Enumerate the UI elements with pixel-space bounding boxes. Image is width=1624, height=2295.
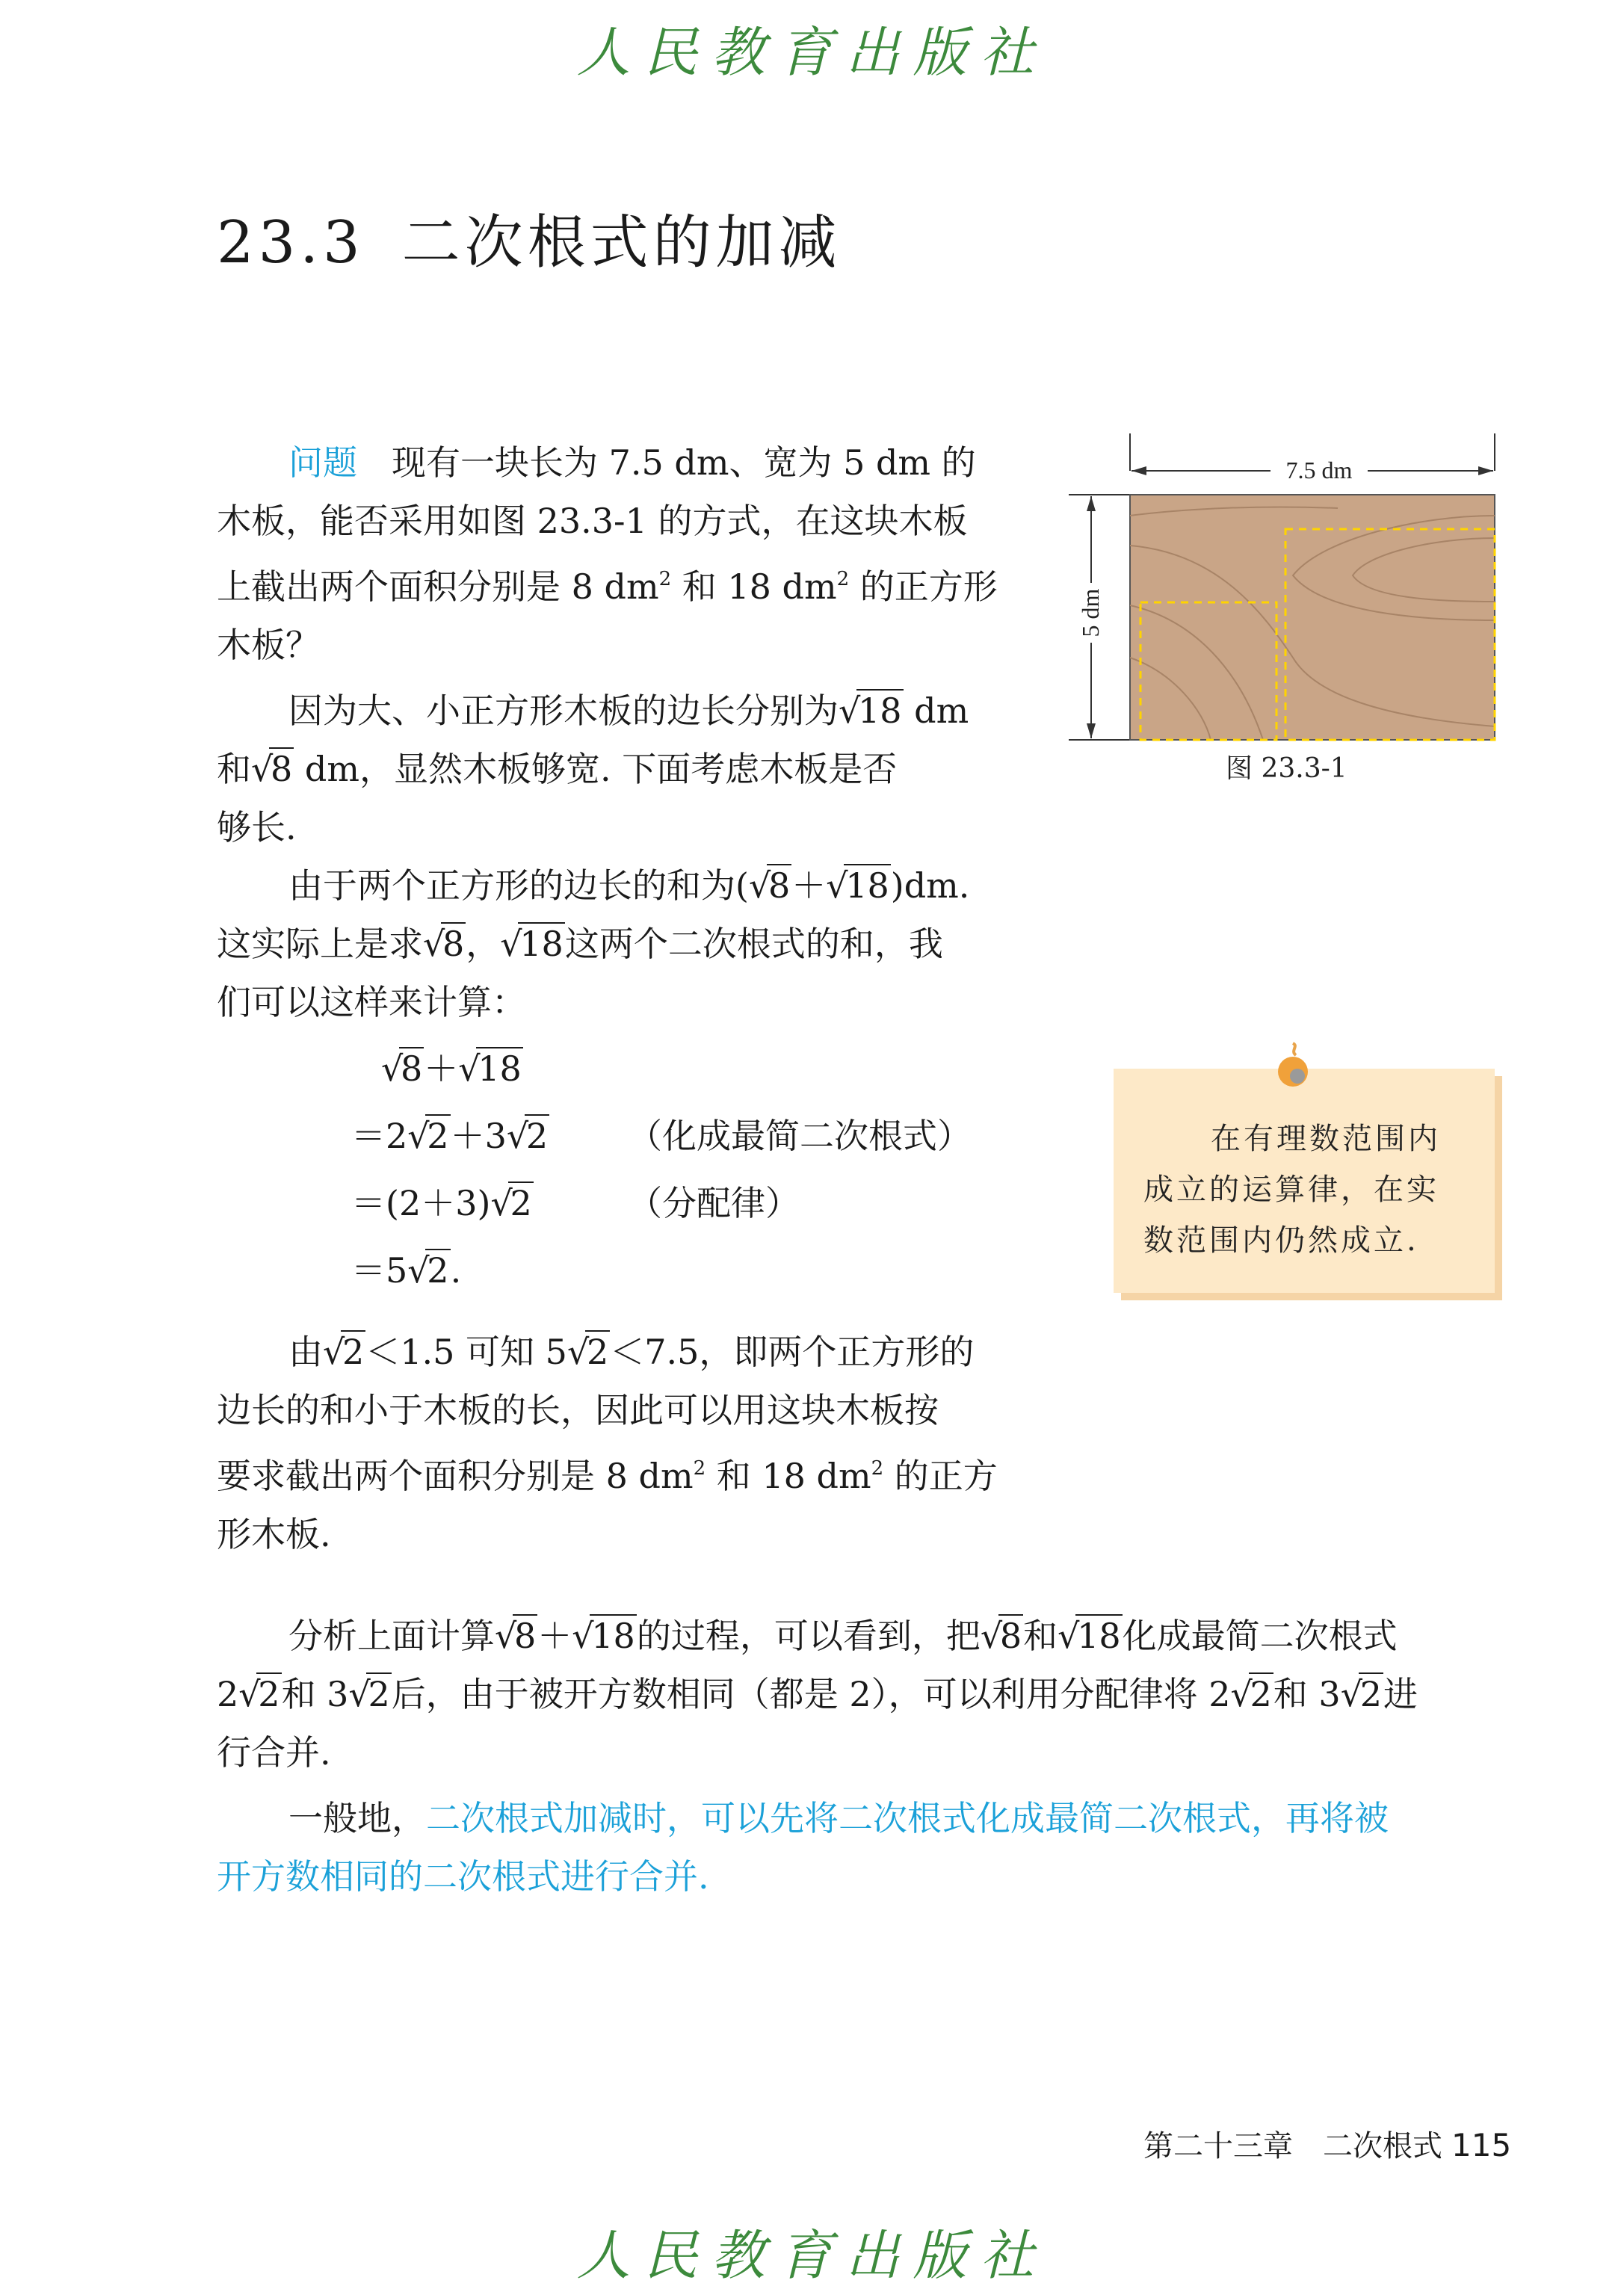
arrow-up-icon (1087, 496, 1096, 511)
sqrt-2: √ 2 (567, 1323, 610, 1381)
explain1-text-c: 和 (217, 749, 251, 789)
conclusion-text-b: ＜1.5 可知 5 (365, 1332, 567, 1372)
sqrt-2: √ 2 (1341, 1665, 1383, 1723)
conclusion-line-1 (217, 1323, 1054, 1381)
calc-row-2 (351, 1102, 1024, 1170)
conclusion-text-c: ＜7.5，即两个正方形的 (610, 1332, 975, 1372)
problem-line-3 (217, 550, 1054, 616)
analysis-text-e: 2 (217, 1674, 239, 1714)
analysis-text-f: 和 3 (281, 1674, 349, 1714)
page-number: 115 (1451, 2127, 1512, 2163)
analysis-line-1 (217, 1607, 1502, 1665)
note-line-3: 数范围内仍然成立. (1143, 1223, 1419, 1258)
problem-text-3c: 的正方形 (849, 566, 998, 607)
arrow-left-icon (1131, 466, 1146, 475)
sqrt-18: √ 18 (839, 682, 904, 740)
calc-text: ＋3 (450, 1116, 507, 1156)
sqrt-18: √ 18 (572, 1607, 637, 1665)
calc-text: ＝(2＋3) (351, 1183, 491, 1223)
calc-note-simplify: （化成最简二次根式） (628, 1116, 972, 1156)
note-card (1114, 1069, 1495, 1293)
problem-block (217, 433, 1054, 1031)
period: . (450, 1250, 462, 1291)
analysis-line-2 (217, 1665, 1502, 1723)
sqrt-18: √ 18 (500, 915, 565, 973)
rule-line-1 (217, 1789, 1502, 1847)
analysis-block (217, 1607, 1502, 1906)
analysis-line-3: 行合并. (217, 1732, 331, 1773)
sqrt-18: √ 18 (826, 856, 891, 915)
explain2-text-a: 由于两个正方形的边长的和为( (288, 865, 749, 906)
figure-caption: 图 23.3-1 (1226, 753, 1347, 784)
conclusion-block (217, 1323, 1054, 1563)
conclusion-line-3 (217, 1439, 1054, 1505)
problem-text-3a: 上截出两个面积分别是 8 dm (217, 566, 659, 607)
sqrt-2: √ 2 (490, 1170, 533, 1237)
sqrt-2: √ 2 (323, 1323, 365, 1381)
sqrt-2: √ 2 (348, 1665, 391, 1723)
sqrt-2: √ 2 (238, 1665, 281, 1723)
figure-wood-board (1069, 433, 1502, 747)
note-line-2: 成立的运算律，在实 (1143, 1173, 1439, 1207)
publisher-logo-bottom: 人民教育出版社 (576, 2224, 1048, 2287)
superscript: 2 (658, 568, 672, 590)
plus-sign: ＋ (791, 865, 827, 906)
width-label: 7.5 dm (1285, 457, 1353, 484)
sqrt-8: √ 8 (381, 1035, 424, 1102)
superscript: 2 (693, 1457, 706, 1480)
calc-text: ＝5 (351, 1250, 408, 1291)
sqrt-8: √ 8 (251, 740, 294, 798)
sqrt-8: √ 8 (749, 856, 791, 915)
calc-row-4 (351, 1237, 461, 1304)
analysis-text-h: 和 3 (1273, 1674, 1341, 1714)
sqrt-8: √ 8 (495, 1607, 537, 1665)
sqrt-8: √ 8 (423, 915, 466, 973)
calc-row-1 (381, 1035, 523, 1102)
sqrt-8: √ 8 (981, 1607, 1023, 1665)
explain2-line-1 (217, 856, 1054, 915)
sqrt-18: √ 18 (1058, 1607, 1123, 1665)
conclusion-line-4: 形木板. (217, 1514, 331, 1554)
plus-sign: ＋ (424, 1048, 459, 1089)
problem-text-1: 现有一块长为 7.5 dm、宽为 5 dm 的 (392, 442, 976, 483)
arrow-right-icon (1478, 466, 1493, 475)
superscript: 2 (871, 1457, 884, 1480)
problem-line-1 (217, 433, 1054, 492)
analysis-text-d: 化成最简二次根式 (1122, 1616, 1398, 1656)
rule-line-2: 开方数相同的二次根式进行合并. (217, 1856, 709, 1897)
explain1-text-b: dm (903, 691, 969, 731)
publisher-logo-top: 人民教育出版社 (576, 21, 1048, 84)
analysis-text-c: 和 (1023, 1616, 1058, 1656)
conclusion-text-3a: 要求截出两个面积分别是 8 dm (217, 1456, 694, 1496)
plus-sign: ＋ (537, 1616, 572, 1656)
section-title-text: 二次根式的加减 (401, 209, 842, 277)
wood-board (1130, 495, 1495, 740)
height-label: 5 dm (1077, 588, 1104, 637)
analysis-text-g: 后，由于被开方数相同（都是 2），可以利用分配律将 2 (391, 1674, 1231, 1714)
analysis-text-a: 分析上面计算 (288, 1616, 495, 1656)
rule-highlight-1: 二次根式加减时，可以先将二次根式化成最简二次根式，再将被 (426, 1798, 1389, 1838)
sqrt-2: √ 2 (407, 1102, 450, 1170)
sqrt-2: √ 2 (407, 1237, 450, 1304)
problem-text-3b: 和 18 dm (671, 566, 837, 607)
conclusion-line-2: 边长的和小于木板的长，因此可以用这块木板按 (217, 1390, 939, 1430)
problem-line-2: 木板，能否采用如图 23.3-1 的方式，在这块木板 (217, 501, 968, 541)
explain2-text-c: 这实际上是求 (217, 924, 423, 964)
comma: ， (466, 924, 501, 964)
sqrt-2: √ 2 (507, 1102, 549, 1170)
conclusion-text-3b: 和 18 dm (706, 1456, 871, 1496)
calc-row-3 (351, 1170, 1024, 1237)
analysis-text-b: 的过程，可以看到，把 (636, 1616, 981, 1656)
explain2-line-2 (217, 915, 1054, 973)
explain2-text-b: )dm. (890, 865, 970, 906)
problem-line-4: 木板？ (217, 625, 320, 665)
section-title (217, 196, 842, 279)
sqrt-2: √ 2 (1231, 1665, 1273, 1723)
analysis-text-i: 进 (1383, 1674, 1418, 1714)
pin-icon (1263, 1039, 1323, 1099)
explain1-line-2 (217, 740, 1054, 798)
rule-lead: 一般地， (288, 1798, 426, 1838)
calc-text: ＝2 (351, 1116, 408, 1156)
note-line-1: 在有理数范围内 (1211, 1122, 1441, 1156)
explain2-text-d: 这两个二次根式的和，我 (564, 924, 943, 964)
sqrt-18: √ 18 (458, 1035, 523, 1102)
superscript: 2 (836, 568, 850, 590)
explain2-line-3: 们可以这样来计算： (217, 982, 526, 1022)
conclusion-text-a: 由 (288, 1332, 323, 1372)
explain1-line-1 (217, 682, 1054, 740)
calc-note-distributive: （分配律） (628, 1183, 800, 1223)
footer-chapter (1143, 2122, 1511, 2165)
conclusion-text-3c: 的正方 (883, 1456, 998, 1496)
section-number: 23.3 (217, 209, 365, 277)
problem-label: 问题 (288, 442, 357, 483)
explain1-text-d: dm，显然木板够宽. 下面考虑木板是否 (294, 749, 898, 789)
footer-chapter-title: 第二十三章 二次根式 (1143, 2129, 1442, 2163)
explain1-line-3: 够长. (217, 807, 297, 847)
arrow-down-icon (1087, 723, 1096, 738)
explain1-text-a: 因为大、小正方形木板的边长分别为 (288, 691, 839, 731)
